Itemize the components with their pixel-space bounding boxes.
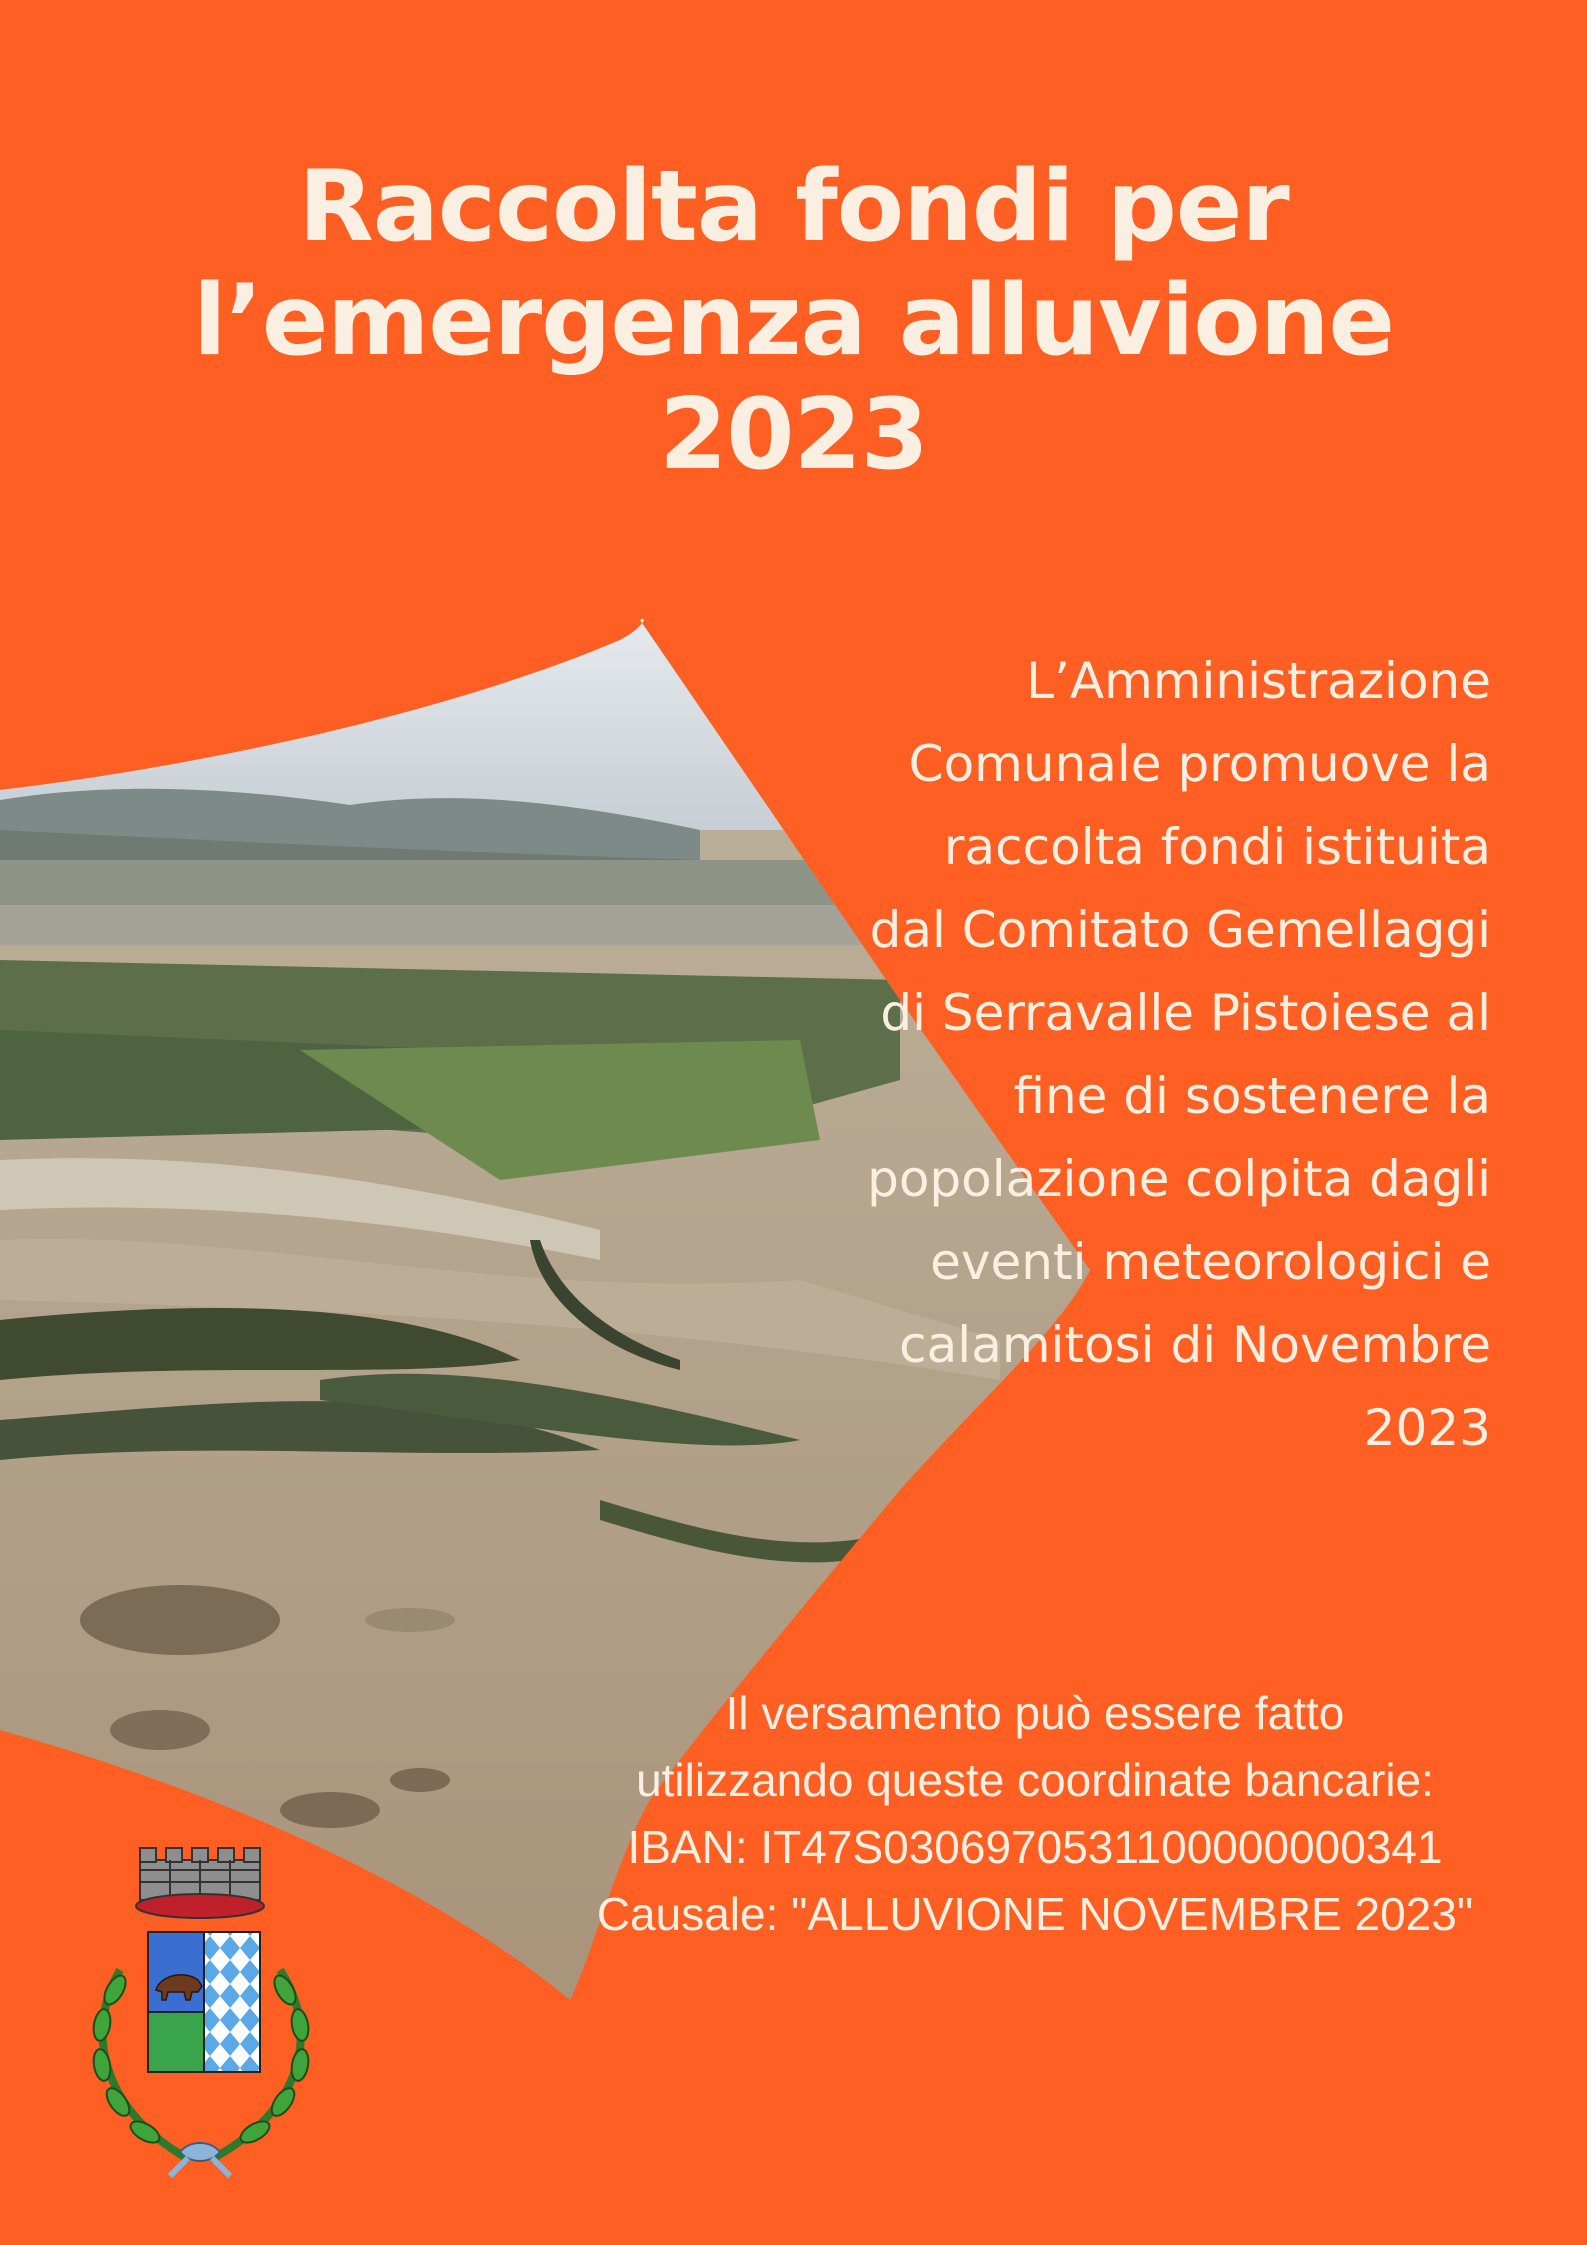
causale: Causale: "ALLUVIONE NOVEMBRE 2023" <box>596 1888 1474 1940</box>
description-line: Comunale promuove la <box>908 735 1491 793</box>
title-line-2: l’emergenza alluvione <box>193 264 1394 378</box>
page-title <box>0 150 1587 492</box>
description-text <box>731 640 1491 1470</box>
payment-line-2: utilizzando queste coordinate bancarie: <box>636 1754 1434 1806</box>
municipal-coat-of-arms <box>80 1840 340 2180</box>
description-line: dal Comitato Gemellaggi <box>869 901 1491 959</box>
description-line: popolazione colpita dagli <box>867 1150 1491 1208</box>
description-line: fine di sostenere la <box>1013 1067 1491 1125</box>
title-line-3: 2023 <box>659 378 928 492</box>
payment-line-1: Il versamento può essere fatto <box>725 1687 1345 1739</box>
description-line: 2023 <box>1363 1399 1491 1457</box>
description-line: calamitosi di Novembre <box>899 1316 1491 1374</box>
description-line: L’Amministrazione <box>1026 652 1491 710</box>
title-line-1: Raccolta fondi per <box>298 150 1289 264</box>
description-line: di Serravalle Pistoiese al <box>880 984 1491 1042</box>
iban: IBAN: IT47S0306970531100000000341 <box>627 1821 1443 1873</box>
payment-info <box>525 1680 1545 1948</box>
description-line: raccolta fondi istituita <box>943 818 1491 876</box>
description-line: eventi meteorologici e <box>930 1233 1491 1291</box>
